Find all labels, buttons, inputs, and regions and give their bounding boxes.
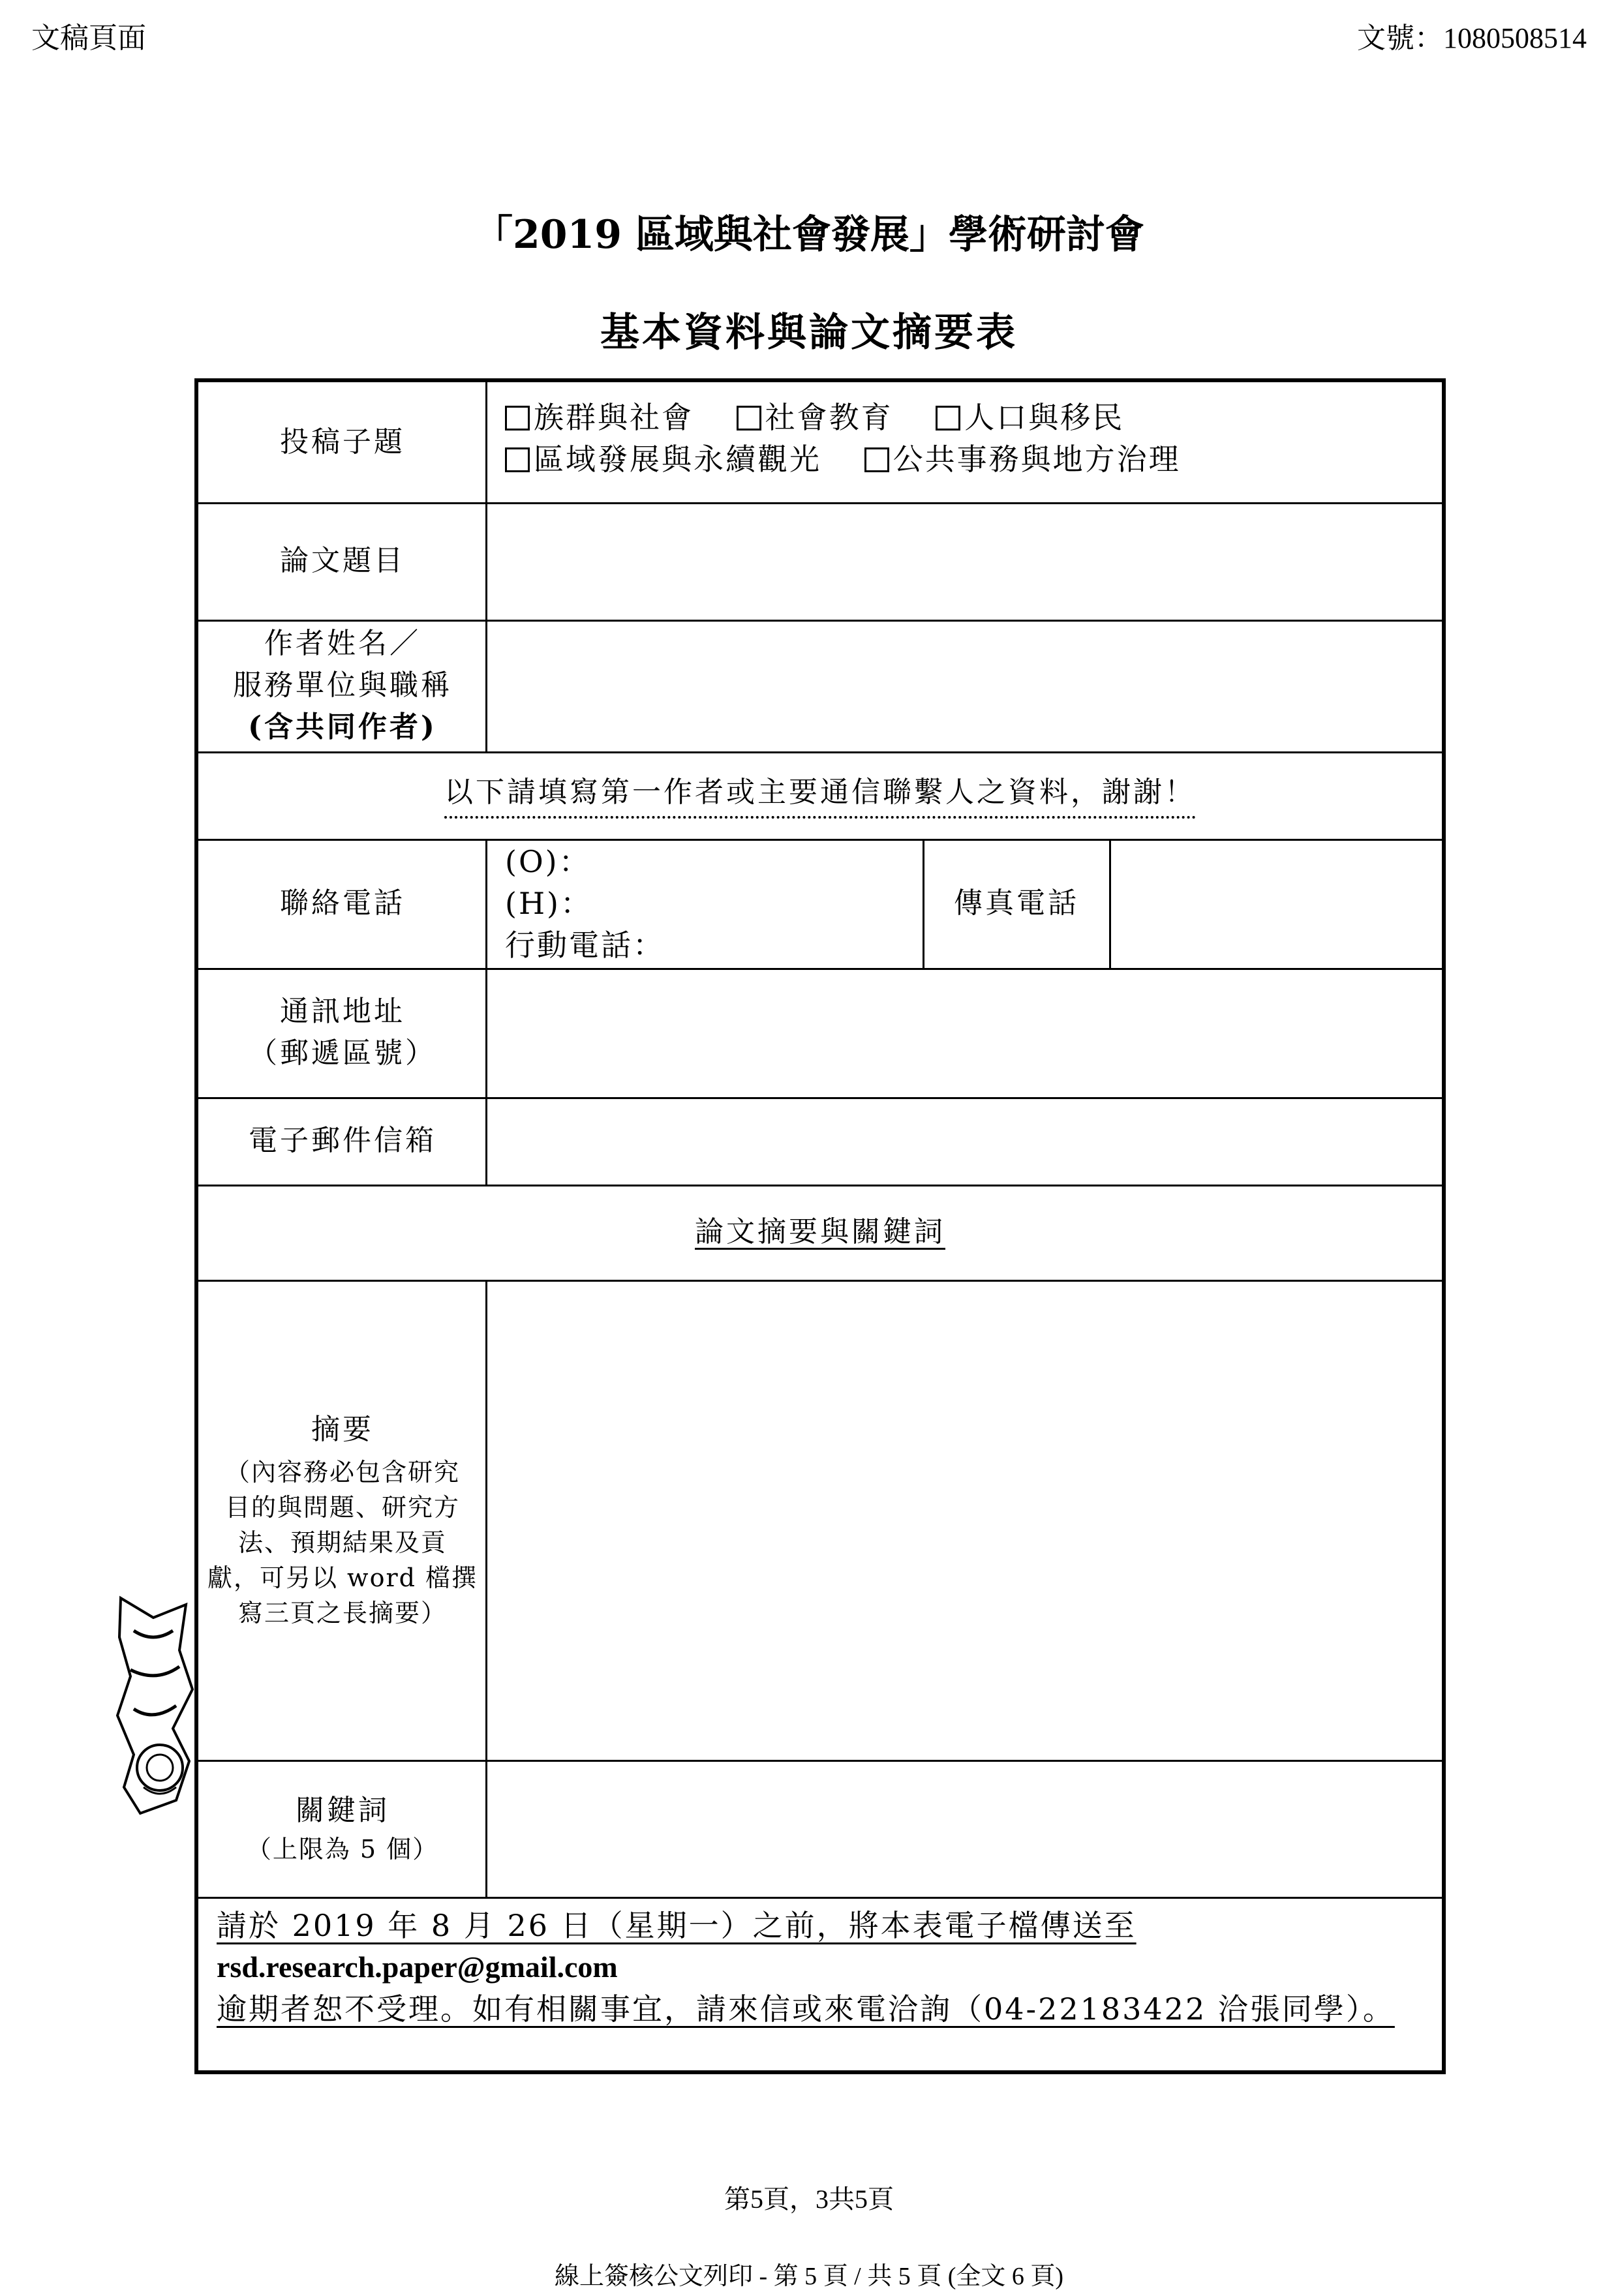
phone-label-cell — [198, 839, 487, 968]
paper-title-field[interactable] — [489, 505, 1442, 617]
abstract-note-line: 目的與問題、研究方 — [224, 1493, 460, 1522]
home-phone-field[interactable]: (H)： — [505, 886, 593, 921]
abstract-section-heading: 論文摘要與關鍵詞 — [695, 1215, 945, 1248]
address-label-line1: 通訊地址 — [280, 995, 405, 1028]
topic-checkbox-public-affairs[interactable] — [864, 447, 889, 472]
submission-instructions — [217, 1905, 1430, 2030]
official-seal-stamp — [114, 1592, 199, 1820]
conference-title: 「2019 區域與社會發展」學術研討會 — [474, 212, 1144, 258]
abstract-note-line: 獻，可另以 word 檔撰 — [207, 1563, 478, 1592]
topic-checkbox-ethnic[interactable] — [505, 406, 530, 430]
paper-title-label: 論文題目 — [280, 544, 405, 577]
abstract-label-cell — [198, 1280, 487, 1760]
topic-checkbox-education[interactable] — [737, 406, 761, 430]
abstract-section-cell — [198, 1185, 1442, 1280]
submission-email: rsd.research.paper@gmail.com — [217, 1950, 618, 1984]
phone-fields — [505, 839, 916, 966]
abstract-field[interactable] — [489, 1282, 1442, 1757]
office-phone-field[interactable]: (O)： — [505, 844, 591, 879]
abstract-note-line: （內容務必包含研究 — [224, 1458, 460, 1487]
topic-option-ethnic: 族群與社會 — [534, 400, 694, 435]
form-title: 基本資料與論文摘要表 — [600, 310, 1018, 355]
contact-notice: 以下請填寫第一作者或主要通信聯繫人之資料，謝謝！ — [444, 772, 1196, 819]
topic-option-population: 人口與移民 — [964, 400, 1125, 435]
abstract-note-line: 寫三頁之長摘要） — [237, 1599, 447, 1627]
author-label-cell — [198, 620, 487, 751]
topic-option-education: 社會教育 — [765, 400, 893, 435]
email-field[interactable] — [489, 1100, 1442, 1182]
topic-option-public-affairs: 公共事務與地方治理 — [893, 442, 1181, 477]
keywords-label: 關鍵詞 — [296, 1794, 389, 1827]
topic-option-regional: 區域發展與永續觀光 — [534, 442, 821, 477]
page-number: 第5頁，3共5頁 — [724, 2184, 894, 2214]
abstract-note-line: 法、預期結果及貢 — [237, 1528, 447, 1557]
keywords-label-cell — [198, 1760, 487, 1897]
notice-cell — [198, 751, 1442, 839]
phone-label: 聯絡電話 — [280, 886, 405, 920]
mobile-phone-field[interactable]: 行動電話： — [505, 928, 665, 963]
author-label-line1: 作者姓名／ — [264, 627, 421, 660]
topic-label-cell — [198, 382, 487, 502]
document-number: 文號：1080508514 — [1357, 22, 1587, 54]
address-field[interactable] — [489, 971, 1442, 1095]
author-label-line2: 服務單位與職稱 — [233, 669, 452, 702]
fax-field[interactable] — [1113, 841, 1439, 965]
author-label-line3: (含共同作者) — [248, 710, 437, 744]
address-label-cell — [198, 968, 487, 1097]
print-footer: 線上簽核公文列印 - 第 5 頁 / 共 5 頁 (全文 6 頁) — [554, 2263, 1064, 2290]
email-label: 電子郵件信箱 — [249, 1124, 436, 1157]
application-form — [194, 378, 1446, 2074]
fax-label-cell — [924, 839, 1109, 968]
keywords-field[interactable] — [489, 1762, 1442, 1894]
email-label-cell — [198, 1097, 487, 1185]
abstract-label: 摘要 — [311, 1413, 374, 1446]
topic-options — [505, 397, 1431, 480]
submission-deadline: 請於 2019 年 8 月 26 日（星期一）之前，將本表電子檔傳送至 — [217, 1908, 1137, 1943]
paper-title-label-cell — [198, 502, 487, 620]
topic-checkbox-regional[interactable] — [505, 447, 530, 472]
topic-label: 投稿子題 — [280, 425, 405, 459]
address-label-line2: （郵遞區號） — [249, 1036, 436, 1070]
keywords-note: （上限為 5 個） — [246, 1835, 439, 1864]
header-left-label: 文稿頁面 — [31, 22, 146, 54]
fax-label: 傳真電話 — [954, 886, 1079, 920]
topic-checkbox-population[interactable] — [936, 406, 960, 430]
submission-contact: 逾期者恕不受理。如有相關事宜，請來信或來電洽詢（04-22183422 洽張同學）。 — [217, 1991, 1395, 2027]
author-field[interactable] — [489, 622, 1442, 749]
